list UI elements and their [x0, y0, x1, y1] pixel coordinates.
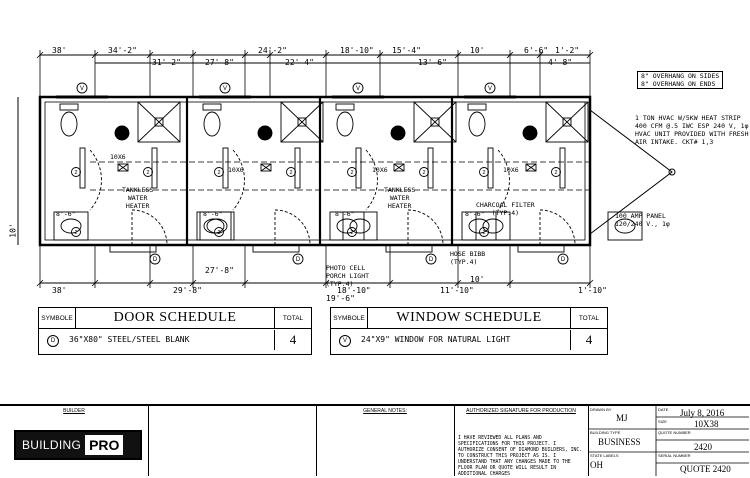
- general-notes-label: GENERAL NOTES:: [363, 408, 407, 414]
- overhang-ends: 8" OVERHANG ON ENDS: [641, 80, 716, 88]
- window-mark-letter: V: [355, 86, 361, 92]
- window-mark: V: [339, 335, 351, 347]
- builder-cell: [0, 406, 149, 476]
- grab-bar: [488, 148, 493, 188]
- door-mark-letter: D: [560, 257, 566, 263]
- grab-bar: [356, 148, 361, 188]
- tankless-heater-b: [384, 186, 415, 210]
- serial-value: QUOTE 2420: [680, 464, 731, 474]
- photo-line-2: PORCH LIGHT: [326, 272, 370, 280]
- grab-bar-2: [428, 148, 433, 188]
- dim-10-side: 10': [8, 223, 18, 238]
- dim-22-4: 22'-4": [285, 58, 314, 67]
- logo-word-pro: PRO: [85, 435, 123, 455]
- logo-word-building: BUILDING: [22, 438, 82, 452]
- building-type-value: BUSINESS: [598, 437, 641, 447]
- drawn-by-value: MJ: [616, 413, 628, 423]
- photo-cell-note: [326, 264, 369, 288]
- dim-38-bottom: 38': [52, 286, 67, 295]
- water-heater-symbol: [258, 126, 272, 140]
- window-total-header: TOTAL: [570, 308, 607, 328]
- dim-6-6: 6'-6": [524, 46, 549, 55]
- plumbing-mark-number: 2: [289, 170, 293, 176]
- sink-label-3: 8'-6": [335, 210, 355, 218]
- panel-line-1: 100 AMP PANEL: [615, 212, 666, 220]
- window-mark-letter: V: [79, 86, 85, 92]
- filter-line-1: CHARCOAL FILTER: [476, 201, 535, 209]
- plumbing-mark-number: 2: [422, 170, 426, 176]
- door-mark: D: [47, 335, 59, 347]
- heater-a-line-2: WATER: [127, 194, 148, 202]
- restroom-unit: [452, 83, 642, 264]
- toilet-tank: [468, 104, 486, 110]
- heater-a-line-3: HEATER: [125, 202, 150, 210]
- grab-bar-2: [295, 148, 300, 188]
- state-label: STATE LABELS: [590, 453, 619, 458]
- dim-27-8: 27'-8": [205, 58, 234, 67]
- certification-text: I HAVE REVIEWED ALL PLANS AND SPECIFICATIONS FOR THIS PROJECT. I AUTHORIZE CONSENT OF DIAMOND BUILDERS, INC. TO CONSTRUCT THIS PROJECT AS IS. I UNDERSTAND THAT ANY CHANGES MADE TO THE FLOOR PLAN OR QUOTE WILL RESULT IN ADDITIONAL CHARGES: [458, 436, 583, 477]
- door-mark-letter: D: [152, 257, 158, 263]
- dim-24-2: 24'-2": [258, 46, 287, 55]
- window-mark-letter: V: [222, 86, 228, 92]
- hvac-note: [635, 114, 749, 146]
- fan-label-2: 10X6: [228, 166, 244, 174]
- door-schedule-row: [39, 330, 311, 350]
- toilet-tank: [203, 104, 221, 110]
- plumbing-mark-number: 2: [217, 230, 221, 236]
- state-value: OH: [590, 460, 603, 470]
- drawn-by-label: DRAWN BY: [590, 407, 612, 412]
- dim-1-10: 1'-10": [578, 286, 607, 295]
- dim-13-6: 13'-6": [418, 58, 447, 67]
- panel-note: [615, 212, 670, 228]
- heater-b-line-2: WATER: [389, 194, 410, 202]
- building-pro-logo: [14, 430, 142, 460]
- hose-line-2: (TYP.4): [450, 258, 478, 266]
- water-heater-symbol: [391, 126, 405, 140]
- dim-1-2: 1'-2": [555, 46, 580, 55]
- door-schedule-header: [39, 308, 311, 329]
- dim-10-top: 10': [470, 46, 485, 55]
- filter-line-2: (TYP.4): [491, 209, 520, 217]
- water-heater-symbol: [115, 126, 129, 140]
- signature-cell: [454, 406, 589, 476]
- fan-label-4: 10X6: [503, 166, 519, 174]
- window-schedule-row: [331, 330, 607, 350]
- door-total: 4: [274, 330, 311, 350]
- door-mark-letter: D: [428, 257, 434, 263]
- overhang-sides: 8" OVERHANG ON SIDES: [641, 72, 720, 80]
- window-total: 4: [570, 330, 607, 350]
- photo-line-3: (TYP.4): [326, 280, 354, 288]
- door-swing-interior: [233, 150, 244, 210]
- toilet-tank: [60, 104, 78, 110]
- date-value: July 8, 2016: [680, 408, 725, 418]
- photo-line-1: PHOTO CELL: [326, 264, 366, 272]
- heater-b-line-3: HEATER: [387, 202, 412, 210]
- door-swing-interior: [90, 150, 101, 210]
- dim-29-8: 29'-8": [173, 286, 202, 295]
- toilet-bowl: [61, 112, 77, 136]
- builder-label: BUILDER: [63, 408, 85, 414]
- size-value: 10X38: [694, 419, 719, 429]
- hose-bibb-note: [450, 250, 485, 266]
- plumbing-mark-number: 2: [350, 230, 354, 236]
- door-description: 36"X80" STEEL/STEEL BLANK: [69, 335, 190, 344]
- hvac-line-2: 400 CFM @.5 IWC ESP 240 V, 1φ: [635, 122, 749, 130]
- door-total-header: TOTAL: [274, 308, 311, 328]
- door-swing-interior: [366, 150, 377, 210]
- blank-cell: [148, 406, 317, 476]
- dim-19-6: 19'-6": [326, 294, 355, 303]
- window-description: 24"X9" WINDOW FOR NATURAL LIGHT: [361, 335, 511, 344]
- door-mark-letter: D: [295, 257, 301, 263]
- window-schedule-header: [331, 308, 607, 329]
- toilet-bowl: [204, 112, 220, 136]
- plumbing-mark-number: 2: [146, 170, 150, 176]
- quote-value: 2420: [694, 442, 712, 452]
- building-type-label: BUILDING TYPE: [590, 430, 621, 435]
- window-mark-letter: V: [487, 86, 493, 92]
- serial-label: SERIAL NUMBER: [658, 453, 691, 458]
- title-block: [0, 404, 750, 476]
- dim-11-10: 11'-10": [440, 286, 474, 295]
- dim-18-10-bottom: 18'-10": [337, 286, 371, 295]
- signature-label: AUTHORIZED SIGNATURE FOR PRODUCTION: [466, 408, 576, 414]
- size-label: SIZE: [658, 419, 667, 424]
- sink-basin: [61, 219, 81, 233]
- water-heater-symbol: [523, 126, 537, 140]
- plumbing-mark-number: 2: [217, 170, 221, 176]
- dim-18-10: 18'-10": [340, 46, 374, 55]
- fan-label-3: 10X6: [372, 166, 388, 174]
- hvac-line-4: AIR INTAKE. CKT# 1,3: [635, 138, 714, 146]
- tankless-heater-a: [122, 186, 153, 210]
- hvac-line-1: 1 TON HVAC W/5KW HEAT STRIP: [635, 114, 741, 122]
- window-schedule-title: WINDOW SCHEDULE: [396, 310, 542, 325]
- plumbing-mark-number: 2: [74, 170, 78, 176]
- plumbing-mark-number: 2: [74, 230, 78, 236]
- toilet-tank: [336, 104, 354, 110]
- dim-34-2: 34'-2": [108, 46, 137, 55]
- plumbing-mark-number: 2: [554, 170, 558, 176]
- door-symbol-header: SYMBOLE: [39, 308, 76, 328]
- heater-a-line-1: TANKLESS: [122, 186, 154, 194]
- door-schedule: [38, 307, 312, 355]
- sink-basin: [337, 219, 357, 233]
- general-notes-cell: [316, 406, 455, 476]
- sink-label-2: 8'-6": [203, 210, 223, 218]
- toilet-bowl: [337, 112, 353, 136]
- dim-15-4: 15'-4": [392, 46, 421, 55]
- info-cell: [588, 406, 749, 476]
- fan-label-1: 10X6: [110, 153, 126, 161]
- door-schedule-title: DOOR SCHEDULE: [113, 310, 237, 325]
- dim-27-8-bottom: 27'-8": [205, 266, 234, 275]
- sink-label-1: 8'-6": [56, 210, 76, 218]
- window-symbol-header: SYMBOLE: [331, 308, 368, 328]
- window-schedule: [330, 307, 608, 355]
- heater-b-line-1: TANKLESS: [384, 186, 416, 194]
- sink-basin: [469, 219, 489, 233]
- hvac-line-3: HVAC UNIT PROVIDED WITH FRESH: [635, 130, 749, 138]
- charcoal-filter-note: [476, 201, 535, 217]
- dim-10-bottom: 10': [470, 275, 485, 284]
- grab-bar-2: [560, 148, 565, 188]
- sink-label-4: 8'-6": [465, 210, 485, 218]
- overhang-note: [637, 71, 723, 89]
- dim-4-8: 4'-8": [548, 58, 573, 67]
- date-label: DATE: [658, 407, 669, 412]
- dim-31-2: 31'-2": [152, 58, 181, 67]
- quote-label: QUOTE NUMBER: [658, 430, 691, 435]
- plumbing-mark-number: 2: [482, 170, 486, 176]
- plumbing-mark-number: 2: [482, 230, 486, 236]
- plumbing-mark-number: 2: [350, 170, 354, 176]
- grab-bar-2: [152, 148, 157, 188]
- hose-line-1: HOSE BIBB: [450, 250, 486, 258]
- panel-line-2: 120/240 V., 1φ: [615, 220, 670, 228]
- dim-38-top: 38': [52, 46, 67, 55]
- toilet-bowl: [469, 112, 485, 136]
- grab-bar: [80, 148, 85, 188]
